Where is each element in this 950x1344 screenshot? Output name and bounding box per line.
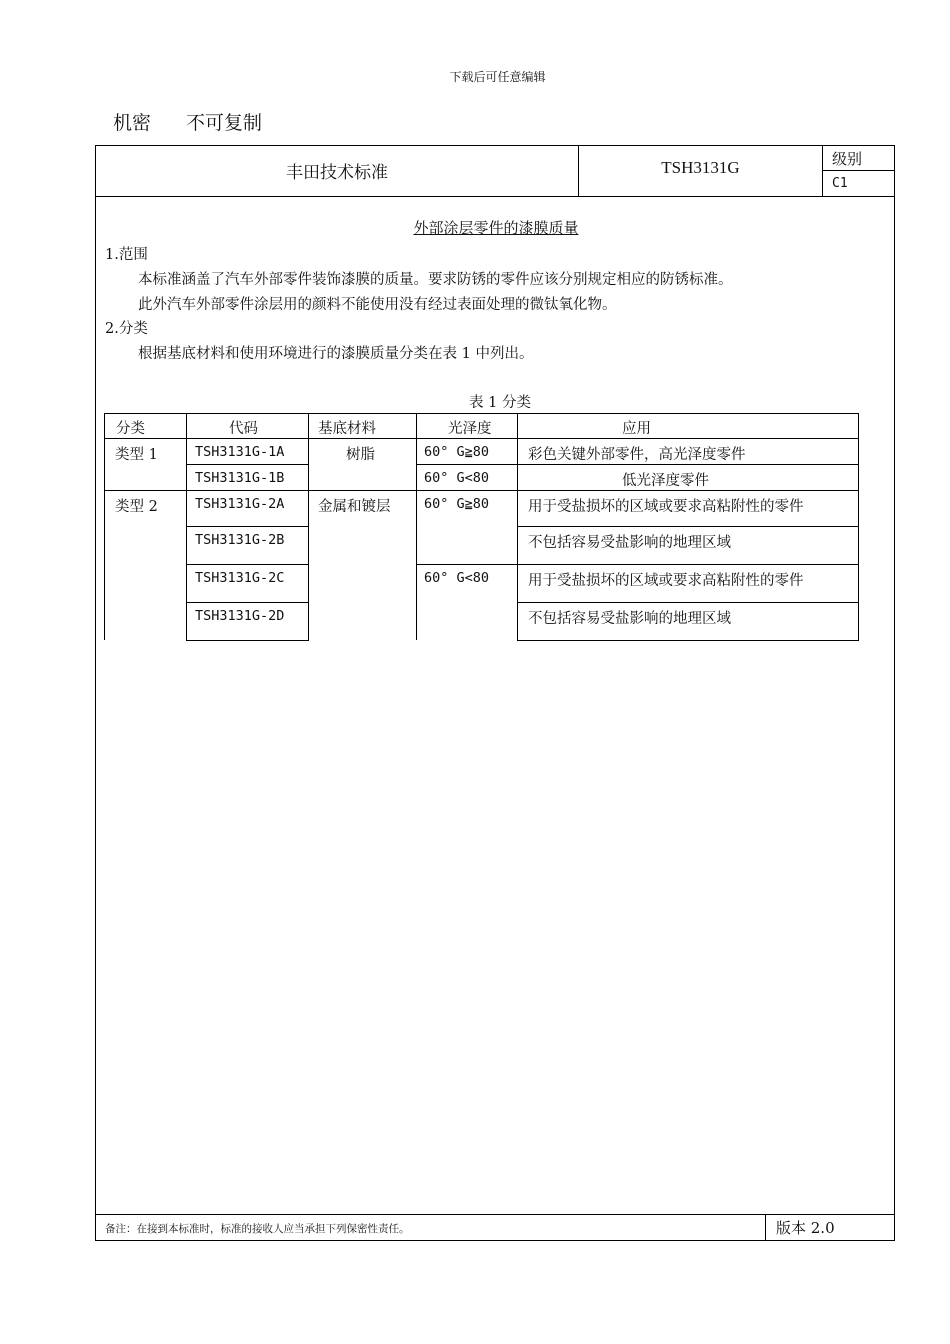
app-2c: 用于受盐损坏的区域或要求高粘附性的零件 xyxy=(528,573,804,589)
code-2b: TSH3131G-2B xyxy=(195,532,285,548)
th-category: 分类 xyxy=(116,421,145,437)
gloss-2a: 60° G≧80 xyxy=(424,496,490,512)
download-note: 下载后可任意编辑 xyxy=(449,70,546,84)
app-1b: 低光泽度零件 xyxy=(622,473,709,489)
th-application: 应用 xyxy=(622,421,651,437)
th-gloss: 光泽度 xyxy=(448,421,492,437)
th-base-material: 基底材料 xyxy=(318,421,376,437)
app-2a: 用于受盐损坏的区域或要求高粘附性的零件 xyxy=(528,499,804,515)
grade-label: 级别 xyxy=(832,150,863,168)
grade-value: C1 xyxy=(832,176,848,191)
footer-version-divider xyxy=(765,1214,766,1241)
document-title: 外部涂层零件的漆膜质量 xyxy=(413,219,579,237)
footer-note: 备注：在接到本标准时，标准的接收人应当承担下列保密性责任。 xyxy=(105,1223,410,1235)
header-divider-2 xyxy=(822,145,823,197)
material-resin: 树脂 xyxy=(346,447,375,463)
type1-label: 类型 1 xyxy=(115,447,158,463)
code-1a: TSH3131G-1A xyxy=(195,444,285,460)
code-2a: TSH3131G-2A xyxy=(195,496,285,512)
standard-name: 丰田技术标准 xyxy=(286,163,388,183)
standard-code: TSH3131G xyxy=(661,158,740,177)
table-caption: 表 1 分类 xyxy=(469,395,531,411)
app-2b: 不包括容易受盐影响的地理区域 xyxy=(528,535,731,551)
section1-heading: 1.范围 xyxy=(105,247,148,263)
gloss-1a: 60° G≧80 xyxy=(424,444,490,460)
section2-para1: 根据基底材料和使用环境进行的漆膜质量分类在表 1 中列出。 xyxy=(138,346,534,362)
header-bottom-divider xyxy=(95,196,895,197)
grade-divider xyxy=(822,170,895,171)
confidential-label: 机密 xyxy=(113,112,152,134)
gloss-2c: 60° G<80 xyxy=(424,570,490,586)
app-1a: 彩色关键外部零件，高光泽度零件 xyxy=(528,447,746,463)
gloss-1b: 60° G<80 xyxy=(424,470,490,486)
app-2d: 不包括容易受盐影响的地理区域 xyxy=(528,611,731,627)
code-2d: TSH3131G-2D xyxy=(195,608,285,624)
section2-heading: 2.分类 xyxy=(105,321,148,337)
code-2c: TSH3131G-2C xyxy=(195,570,285,586)
th-code: 代码 xyxy=(229,421,258,437)
type2-label: 类型 2 xyxy=(115,499,158,515)
code-1b: TSH3131G-1B xyxy=(195,470,285,486)
version-label: 版本 2.0 xyxy=(776,1219,835,1237)
no-copy-label: 不可复制 xyxy=(186,112,263,134)
section1-para1: 本标准涵盖了汽车外部零件装饰漆膜的质量。要求防锈的零件应该分别规定相应的防锈标准。 xyxy=(138,272,733,288)
material-metal: 金属和镀层 xyxy=(318,499,391,515)
section1-para2: 此外汽车外部零件涂层用的颜料不能使用没有经过表面处理的微钛氧化物。 xyxy=(138,297,617,313)
footer-divider xyxy=(95,1214,895,1215)
